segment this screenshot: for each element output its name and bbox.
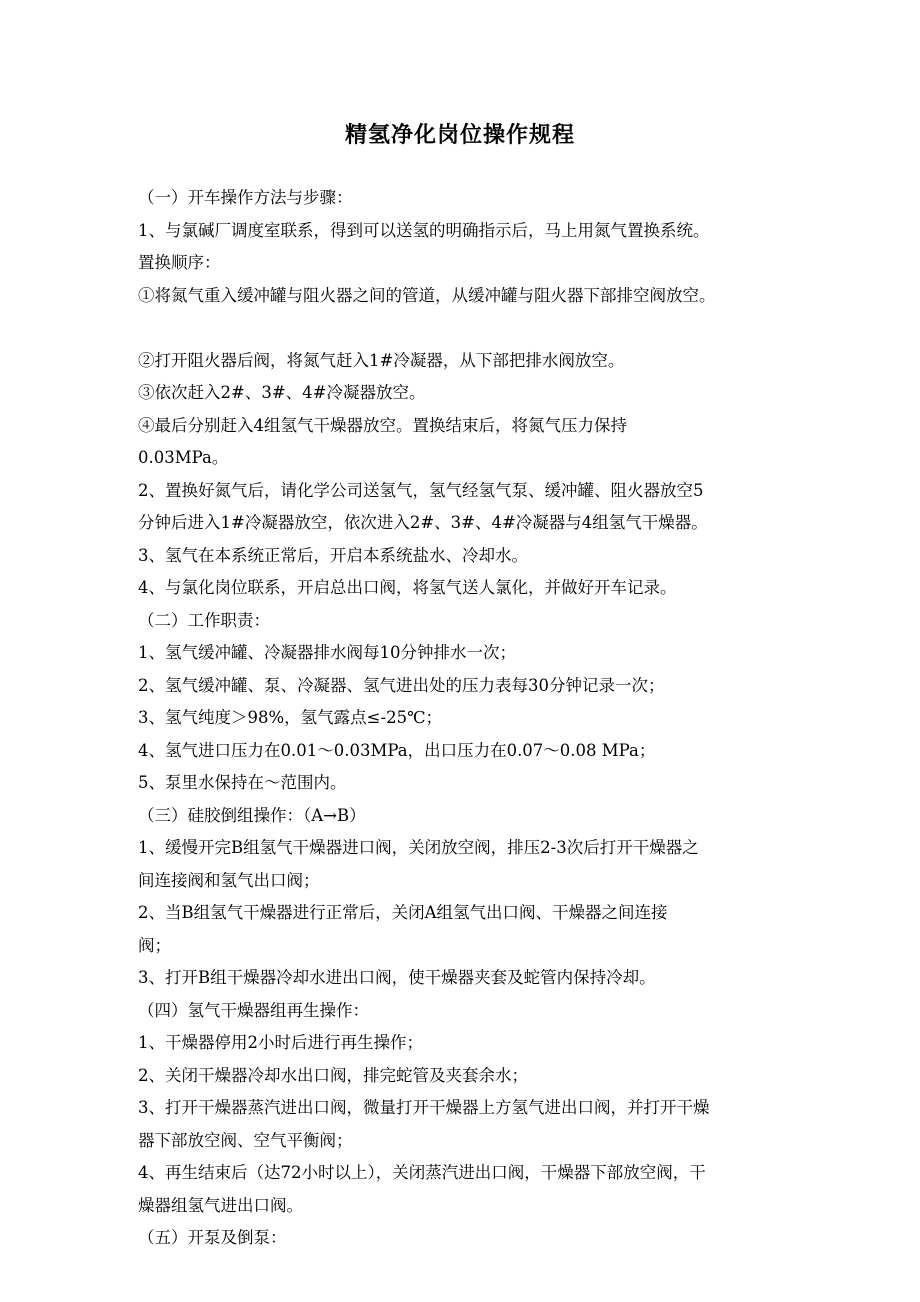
paragraph-line: 阀； [138, 935, 171, 955]
paragraph-line: 2、置换好氮气后，请化学公司送氢气，氢气经氢气泵、缓冲罐、阻火器放空5 [138, 480, 704, 500]
paragraph-line: ④最后分别赶入4组氢气干燥器放空。置换结束后，将氮气压力保持 [138, 415, 627, 435]
paragraph-line: 4、与氯化岗位联系，开启总出口阀，将氢气送人氯化，并做好开车记录。 [138, 578, 677, 597]
paragraph-line: 4、氢气进口压力在0.01～0.03MPa，出口压力在0.07～0.08 MPa； [138, 740, 656, 760]
section-heading: （三）硅胶倒组操作：（A→B） [138, 805, 366, 825]
paragraph-line: 间连接阀和氢气出口阀； [138, 870, 320, 890]
paragraph-line: 2、当B组氢气干燥器进行正常后，关闭A组氢气出口阀、干燥器之间连接 [138, 903, 668, 922]
section-heading: （二）工作职责： [138, 610, 270, 630]
section-heading: （四）氢气干燥器组再生操作： [138, 1000, 369, 1020]
paragraph-line: 分钟后进入1#冷凝器放空，依次进入2#、3#、4#冷凝器与4组氢气干燥器。 [138, 513, 708, 532]
paragraph-line: 1、氢气缓冲罐、冷凝器排水阀每10分钟排水一次； [138, 643, 516, 662]
paragraph-line: 器下部放空阀、空气平衡阀； [138, 1130, 353, 1150]
paragraph-line: 0.03MPa。 [138, 448, 229, 467]
paragraph-line: 3、氢气在本系统正常后，开启本系统盐水、冷却水。 [138, 545, 528, 565]
section-heading: （五）开泵及倒泵： [138, 1228, 287, 1247]
paragraph-line: ②打开阻火器后阀，将氮气赶入1#冷凝器，从下部把排水阀放空。 [138, 350, 625, 370]
paragraph-line: 4、再生结束后（达72小时以上），关闭蒸汽进出口阀，干燥器下部放空阀，干 [138, 1163, 706, 1182]
paragraph-line: 1、与氯碱厂调度室联系，得到可以送氢的明确指示后，马上用氮气置换系统。 [138, 220, 710, 240]
document-body [138, 182, 788, 1255]
document-title: 精氢净化岗位操作规程 [344, 123, 575, 148]
paragraph-line: 置换顺序： [138, 253, 221, 272]
paragraph-line: 3、氢气纯度＞98%，氢气露点≤-25℃； [138, 708, 443, 727]
paragraph-line: 2、氢气缓冲罐、泵、冷凝器、氢气进出处的压力表每30分钟记录一次； [138, 675, 665, 695]
paragraph-line: 1、干燥器停用2小时后进行再生操作； [138, 1033, 423, 1052]
paragraph-line: ①将氮气重入缓冲罐与阻火器之间的管道，从缓冲罐与阻火器下部排空阀放空。 [138, 285, 716, 305]
paragraph-line: 5、泵里水保持在～范围内。 [138, 773, 347, 792]
paragraph-line: 1、缓慢开完B组氢气干燥器进口阀，关闭放空阀，排压2-3次后打开干燥器之 [138, 838, 699, 857]
paragraph-line: 3、打开B组干燥器冷却水进出口阀，使干燥器夹套及蛇管内保持冷却。 [138, 968, 656, 987]
paragraph-line: 3、打开干燥器蒸汽进出口阀，微量打开干燥器上方氢气进出口阀，并打开干燥 [138, 1098, 710, 1117]
paragraph-line: ③依次赶入2#、3#、4#冷凝器放空。 [138, 383, 426, 402]
section-heading: （一）开车操作方法与步骤： [138, 188, 353, 207]
blank-line [138, 312, 788, 345]
paragraph-line: 燥器组氢气进出口阀。 [138, 1195, 303, 1215]
paragraph-line: 2、关闭干燥器冷却水出口阀，排完蛇管及夹套余水； [138, 1065, 528, 1085]
